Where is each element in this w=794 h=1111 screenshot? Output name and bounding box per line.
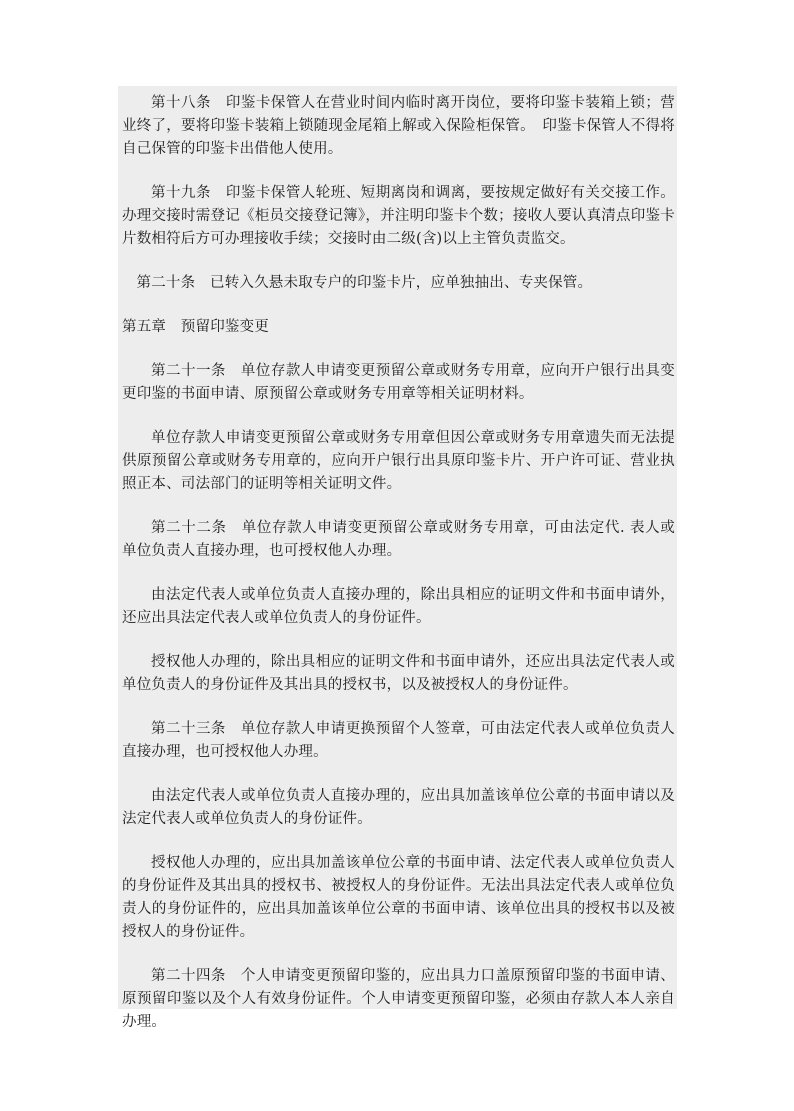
- document-body: [122, 92, 675, 1034]
- article-18: 第十八条 印鉴卡保管人在营业时间内临时离开岗位，要将印鉴卡装箱上锁；营业终了，要将印鉴卡装箱上锁随现金尾箱上解或入保险柜保管。 印鉴卡保管人不得将自己保管的印鉴卡出借他人使用。: [122, 95, 675, 157]
- article-20: 第二十条 已转入久悬未取专户的印鉴卡片，应单独抽出、专夹保管。: [136, 275, 593, 291]
- article-23-paragraph-2: 由法定代表人或单位负责人直接办理的，应出具加盖该单位公章的书面申请以及法定代表人或单位负责人的身份证件。: [122, 788, 675, 827]
- article-24: 第二十四条 个人申请变更预留印鉴的，应出具力口盖原预留印鉴的书面申请、原预留印鉴以及个人有效身份证件。个人申请变更预留印鉴，必须由存款人本人亲自办理。: [122, 968, 675, 1030]
- article-21-paragraph-2: 单位存款人申请变更预留公章或财务专用章但因公章或财务专用章遗失而无法提供原预留公章或财务专用章的，应向开户银行出具原印鉴卡片、开户许可证、营业执照正本、司法部门的证明等相关证明文件。: [122, 430, 675, 492]
- article-22: 第二十二条 单位存款人申请变更预留公章或财务专用章，可由法定代. 表人或单位负责人直接办理，也可授权他人办理。: [122, 520, 675, 559]
- chapter-5-heading: 第五章 预留印鉴变更: [122, 319, 269, 335]
- article-22-paragraph-3: 授权他人办理的，除出具相应的证明文件和书面申请外，还应出具法定代表人或单位负责人的身份证件及其出具的授权书，以及被授权人的身份证件。: [122, 654, 675, 693]
- article-22-paragraph-2: 由法定代表人或单位负责人直接办理的，除出具相应的证明文件和书面申请外，还应出具法定代表人或单位负责人的身份证件。: [122, 587, 675, 626]
- article-19: 第十九条 印鉴卡保管人轮班、短期离岗和调离，要按规定做好有关交接工作。办理交接时需登记《柜员交接登记簿》，并注明印鉴卡个数；接收人要认真清点印鉴卡片数相符后方可办理接收手续；交接时由二级(含)以上主管负责监交。: [122, 185, 675, 247]
- article-23-paragraph-3: 授权他人办理的，应出具加盖该单位公章的书面申请、法定代表人或单位负责人的身份证件及其出具的授权书、被授权人的身份证件。无法出具法定代表人或单位负责人的身份证件的，应出具加盖该单位公章的书面申请、该单位出具的授权书以及被授权人的身份证件。: [122, 855, 675, 940]
- article-23: 第二十三条 单位存款人申请更换预留个人签章，可由法定代表人或单位负责人直接办理，也可授权他人办理。: [122, 721, 675, 760]
- article-21: 第二十一条 单位存款人申请变更预留公章或财务专用章，应向开户银行出具变更印鉴的书面申请、原预留公章或财务专用章等相关证明材料。: [122, 363, 675, 402]
